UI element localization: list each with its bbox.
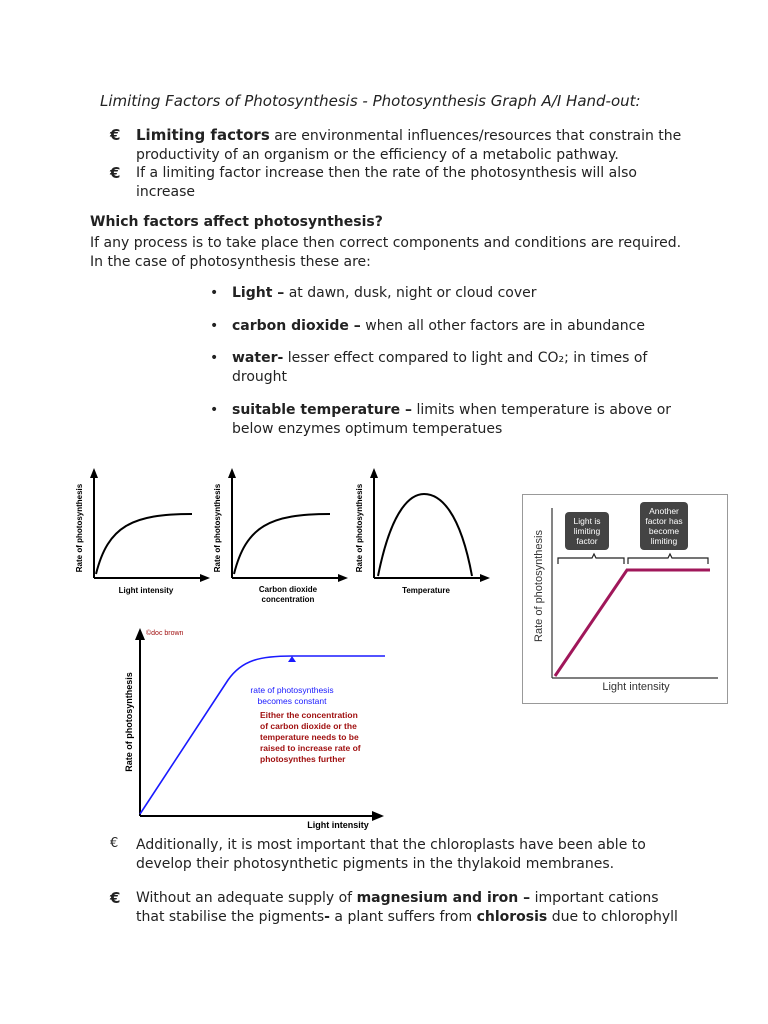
x-axis-label: Light intensity (118, 586, 174, 595)
annotation-other-factor-3: become (648, 526, 680, 536)
graph-light-intensity (72, 466, 212, 606)
y-axis-label: Rate of photosynthesis (533, 530, 545, 642)
peak-curve (378, 494, 472, 576)
y-axis-label: Rate of photosynthesis (75, 483, 84, 573)
x-axis-label: Carbon dioxide concentration (258, 585, 318, 604)
graph-light-limiting (522, 494, 728, 704)
factor-list-item: • (210, 285, 219, 301)
annotation-other-factor-2: factor has (645, 516, 683, 526)
saturation-curve (234, 514, 330, 574)
y-axis-arrow (370, 468, 378, 478)
graph-carbon-dioxide (210, 466, 350, 612)
factors-intro: If any process is to take place then correct components and conditions are required. In the case of photosynthesis these are: (90, 235, 682, 270)
credit-text: ©doc brown (146, 630, 184, 637)
y-axis-label: Rate of photosynthesis (124, 672, 134, 772)
factor-water: water- lesser effect compared to light and CO₂; in times of drought (232, 350, 648, 385)
annotation-other-factor-1: Another (649, 506, 679, 516)
saturation-curve (96, 514, 192, 574)
limiting-factors-definition: Limiting factors are environmental influences/resources that constrain the productivity of an organism or the efficiency of a metabolic pathway. (136, 126, 682, 163)
graph-temperature (352, 466, 492, 606)
factors-heading: Which factors affect photosynthesis? (90, 214, 383, 230)
factor-list-item: • (210, 350, 219, 366)
graph-light-plateau (120, 622, 390, 832)
annotation-light-limiting-3: factor (576, 536, 598, 546)
annotation-constant-1: rate of photosynthesis (250, 685, 334, 695)
limiting-factor-effect: If a limiting factor increase then the rate of the photosynthesis will also increase (136, 165, 637, 200)
annotation-other-factor-4: limiting (650, 536, 678, 546)
factor-temperature: suitable temperature – limits when temperature is above or below enzymes optimum temperatues (232, 402, 672, 437)
annotation-raise-2: of carbon dioxide or the (260, 721, 357, 731)
y-axis-arrow (90, 468, 98, 478)
y-axis-arrow (228, 468, 236, 478)
factor-carbon-dioxide: carbon dioxide – when all other factors are in abundance (232, 318, 645, 334)
y-axis-arrow (135, 628, 145, 640)
factor-list-item: • (210, 318, 219, 334)
page-title: Limiting Factors of Photosynthesis - Photosynthesis Graph A/I Hand-out: (100, 92, 641, 110)
x-axis-arrow (372, 811, 384, 821)
graph-frame (523, 495, 728, 704)
annotation-raise-4: raised to increase rate of (260, 743, 361, 753)
annotation-light-limiting-1: Light is (573, 516, 601, 526)
bullet-symbol: € (110, 126, 121, 144)
annotation-constant-2: becomes constant (257, 696, 327, 706)
chloroplast-paragraph: Additionally, it is most important that the chloroplasts have been able to develop their photosynthetic pigments in the thylakoid membranes. (136, 837, 646, 872)
bullet-symbol: € (110, 164, 121, 182)
bullet-symbol: € (110, 889, 121, 907)
x-axis-arrow (480, 574, 490, 582)
x-axis-arrow (200, 574, 210, 582)
annotation-raise-5: photosynthes further (260, 754, 346, 764)
bullet-symbol: € (110, 836, 119, 851)
annotation-raise-3: temperature needs to be (260, 732, 359, 742)
annotation-raise-1: Either the concentration (260, 710, 358, 720)
x-axis-arrow (338, 574, 348, 582)
factor-list-item: • (210, 402, 219, 418)
x-axis-label: Light intensity (307, 820, 369, 830)
graph-overlap-region (120, 822, 680, 844)
factor-light: Light – at dawn, dusk, night or cloud cover (232, 285, 537, 301)
constant-marker-arrow (288, 656, 296, 662)
y-axis-label: Rate of photosynthesis (355, 483, 364, 573)
y-axis-label: Rate of photosynthesis (213, 483, 222, 573)
magnesium-iron-paragraph: Without an adequate supply of magnesium and iron – important cations that stabilise the pigments- a plant suffers from chlorosis due to chlorophyll (136, 890, 678, 925)
x-axis-label: Temperature (402, 586, 450, 595)
annotation-light-limiting-2: limiting (573, 526, 601, 536)
x-axis-label: Light intensity (602, 681, 670, 693)
